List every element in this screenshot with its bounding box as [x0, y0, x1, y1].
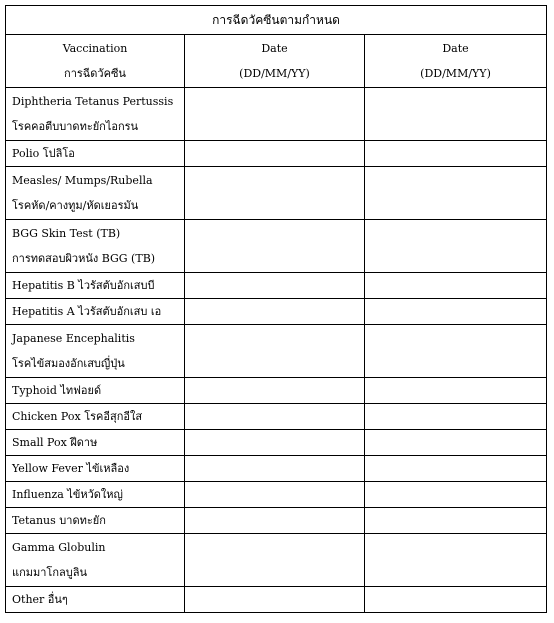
table-row — [6, 378, 547, 404]
date-cell-2[interactable] — [365, 273, 547, 299]
vaccine-name-thai: โรคไข้สมองอักเสบญี่ปุ่น — [12, 357, 125, 370]
date-cell-2[interactable] — [365, 430, 547, 456]
vaccine-name: Other อื่นๆ — [12, 593, 68, 606]
date-cell-1[interactable] — [185, 378, 365, 404]
date-cell-2[interactable] — [365, 456, 547, 482]
vaccine-name-cell — [6, 88, 185, 141]
date-cell-1[interactable] — [185, 325, 365, 378]
table-row — [6, 325, 547, 378]
date-cell-2[interactable] — [365, 88, 547, 141]
date-cell-2[interactable] — [365, 482, 547, 508]
table-row — [6, 299, 547, 325]
vaccine-name: Hepatitis A ไวรัสตับอักเสบ เอ — [12, 305, 162, 318]
date-cell-2[interactable] — [365, 378, 547, 404]
date-cell-1[interactable] — [185, 404, 365, 430]
vaccination-form — [5, 5, 547, 613]
vaccine-name: Chicken Pox โรคอีสุกอีใส — [12, 410, 143, 423]
vaccine-name-cell — [6, 482, 185, 508]
date-cell-2[interactable] — [365, 325, 547, 378]
header-date-1-label: Date — [261, 42, 288, 55]
date-cell-1[interactable] — [185, 88, 365, 141]
date-cell-1[interactable] — [185, 482, 365, 508]
header-vaccination — [6, 35, 185, 88]
header-date-2-format: (DD/MM/YY) — [420, 67, 491, 80]
header-date-1-format: (DD/MM/YY) — [239, 67, 310, 80]
vaccine-name: Small Pox ฝีดาษ — [12, 436, 98, 449]
table-row — [6, 167, 547, 220]
vaccine-name-thai: การทดสอบผิวหนัง BGG (TB) — [12, 252, 156, 265]
vaccine-name-cell — [6, 404, 185, 430]
vaccine-name-cell — [6, 378, 185, 404]
date-cell-1[interactable] — [185, 508, 365, 534]
vaccine-name: Gamma Globulin — [12, 541, 106, 554]
date-cell-2[interactable] — [365, 534, 547, 587]
table-row — [6, 534, 547, 587]
date-cell-2[interactable] — [365, 299, 547, 325]
table-row — [6, 482, 547, 508]
table-row — [6, 508, 547, 534]
table-row — [6, 220, 547, 273]
vaccine-name-cell — [6, 587, 185, 613]
date-cell-1[interactable] — [185, 430, 365, 456]
table-row — [6, 88, 547, 141]
vaccine-name: Polio โปลิโอ — [12, 147, 75, 160]
date-cell-1[interactable] — [185, 587, 365, 613]
date-cell-2[interactable] — [365, 508, 547, 534]
vaccine-name-cell — [6, 299, 185, 325]
table-title: การฉีดวัคซีนตามกำหนด — [6, 6, 547, 35]
table-row — [6, 141, 547, 167]
header-date-2-label: Date — [442, 42, 469, 55]
vaccine-name: Influenza ไข้หวัดใหญ่ — [12, 488, 123, 501]
vaccine-name: Tetanus บาดทะยัก — [12, 514, 106, 527]
table-row — [6, 456, 547, 482]
vaccine-name-cell — [6, 167, 185, 220]
vaccine-name-cell — [6, 508, 185, 534]
date-cell-2[interactable] — [365, 220, 547, 273]
date-cell-1[interactable] — [185, 273, 365, 299]
header-date-2 — [365, 35, 547, 88]
vaccine-name-cell — [6, 273, 185, 299]
table-row — [6, 430, 547, 456]
vaccine-name: Hepatitis B ไวรัสตับอักเสบบี — [12, 279, 155, 292]
vaccine-name: Typhoid ไทฟอยด์ — [12, 384, 102, 397]
vaccine-name-cell — [6, 534, 185, 587]
date-cell-1[interactable] — [185, 167, 365, 220]
vaccine-name: Diphtheria Tetanus Pertussis — [12, 95, 174, 108]
date-cell-2[interactable] — [365, 587, 547, 613]
table-row — [6, 404, 547, 430]
date-cell-2[interactable] — [365, 141, 547, 167]
vaccine-name-thai: โรคคอตีบบาดทะยักไอกรน — [12, 120, 139, 133]
vaccine-name: Japanese Encephalitis — [12, 332, 135, 345]
vaccination-table — [5, 5, 547, 613]
date-cell-1[interactable] — [185, 299, 365, 325]
vaccine-name-thai: โรคหัด/คางทูม/หัดเยอรมัน — [12, 199, 139, 212]
vaccine-name-cell — [6, 456, 185, 482]
date-cell-2[interactable] — [365, 404, 547, 430]
vaccine-name-cell — [6, 141, 185, 167]
vaccine-name: BGG Skin Test (TB) — [12, 227, 121, 240]
vaccine-name: Yellow Fever ไข้เหลือง — [12, 462, 130, 475]
header-vaccination-en: Vaccination — [62, 42, 128, 55]
date-cell-2[interactable] — [365, 167, 547, 220]
date-cell-1[interactable] — [185, 220, 365, 273]
header-date-1 — [185, 35, 365, 88]
table-row — [6, 273, 547, 299]
vaccine-name-cell — [6, 430, 185, 456]
vaccine-name: Measles/ Mumps/Rubella — [12, 174, 153, 187]
vaccine-name-cell — [6, 325, 185, 378]
vaccine-name-thai: แกมมาโกลบูลิน — [12, 566, 87, 579]
date-cell-1[interactable] — [185, 534, 365, 587]
header-vaccination-th: การฉีดวัคซีน — [64, 67, 126, 80]
date-cell-1[interactable] — [185, 141, 365, 167]
date-cell-1[interactable] — [185, 456, 365, 482]
vaccine-name-cell — [6, 220, 185, 273]
table-row — [6, 587, 547, 613]
